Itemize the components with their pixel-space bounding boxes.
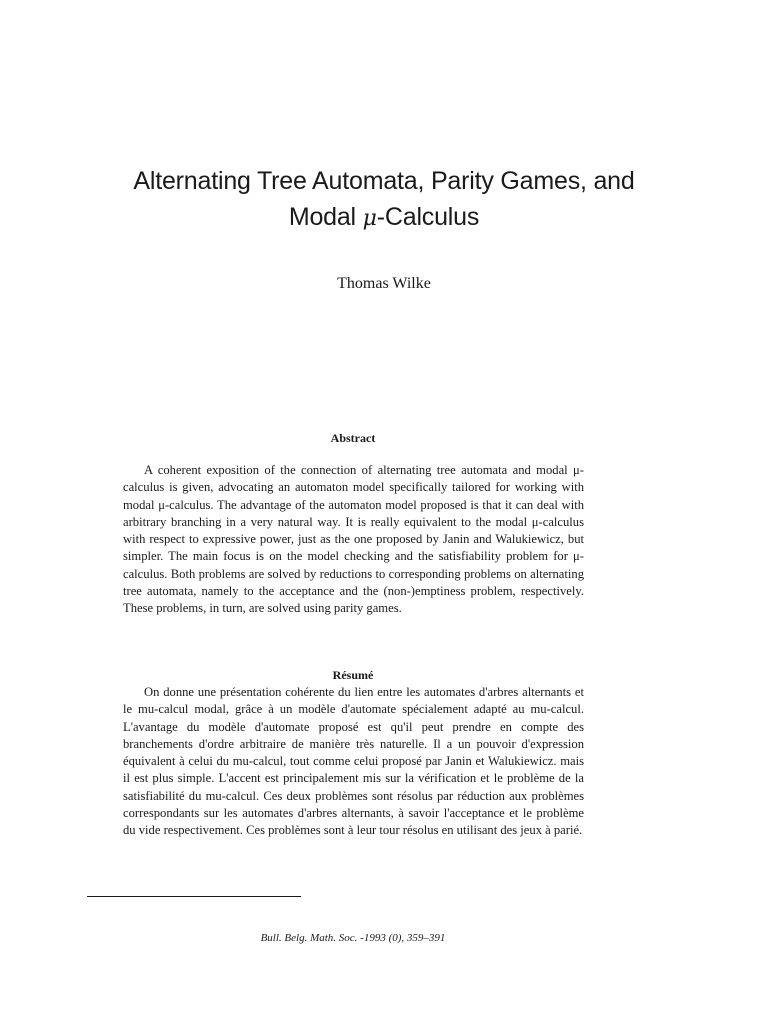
mu-symbol: μ bbox=[362, 206, 377, 231]
resume-body: On donne une présentation cohérente du lien entre les automates d'arbres alternants et le mu-calcul modal, grâce à un modèle d'automate spécialement adapté au mu-calcul. L'avantage du modèle d'automate proposé est qu'il peut prendre en compte des branchements d'ordre arbitraire de manière très naturelle. Il a un pouvoir d'expression équivalent à celui du mu-calcul, tout comme celui proposé par Janin et Walukiewicz. mais il est plus simple. L'accent est principalement mis sur la vérification et le problème de la satisfiabilité du mu-calcul. Ces deux problèmes sont résolus par réduction aux problèmes correspondants sur les automates d'arbres alternants, à savoir l'acceptance et le problème du vide respectivement. Ces problèmes sont à leur tour résolus en utilisant des jeux à parié. bbox=[123, 685, 584, 838]
title-line-2-suffix: -Calculus bbox=[376, 203, 480, 231]
abstract-heading: Abstract bbox=[330, 431, 376, 445]
resume-heading: Résumé bbox=[332, 668, 374, 682]
footnote-rule bbox=[87, 896, 301, 897]
abstract-body: A coherent exposition of the connection of alternating tree automata and modal μ-calculus is given, advocating an automaton model specifically tailored for working with modal μ-calculus. The advantage of the automaton model proposed is that it can deal with arbitrary branching in a very natural way. It is really equivalent to the modal μ-calculus with respect to expressive power, just as the one proposed by Janin and Walukiewicz, but simpler. The main focus is on the model checking and the satisfiability problem for μ-calculus. Both problems are solved by reductions to corresponding problems on alternating tree automata, namely to the acceptance and the (non-)emptiness problem, respectively. These problems, in turn, are solved using parity games. bbox=[123, 463, 584, 616]
journal-citation: Bull. Belg. Math. Soc. -1993 (0), 359–391 bbox=[260, 932, 446, 944]
title-line-1: Alternating Tree Automata, Parity Games, and bbox=[133, 167, 635, 195]
author-name: Thomas Wilke bbox=[337, 275, 431, 292]
paper-title bbox=[0, 163, 768, 237]
title-line-2-prefix: Modal bbox=[288, 203, 363, 231]
